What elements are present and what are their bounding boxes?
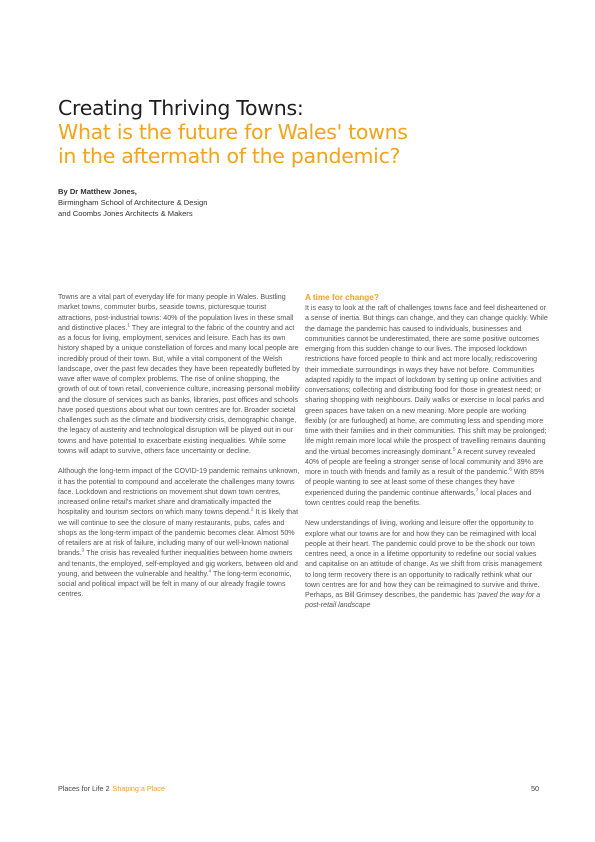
left-paragraph-1: Towns are a vital part of everyday life for many people in Wales. Bustling market towns, commuter burbs, seaside towns, picturesque tourist attractions, post-industrial towns: 40% of the population lives in these small and distinctive places.$^1$ They are integral to the fabric of the country and act as a focus for living, employment, services and leisure. Each has its own history shaped by a unique constellation of forces and many local people are incredibly proud of their town. But, while a vital component of the Welsh landscape, over the past few decades they have been repeatedly buffeted by wave after wave of complex problems. The rise of online shopping, the growth of out of town retail, convenience culture, increasing personal mobility and the closure of services such as banks, libraries, post offices and schools have posed questions about what our town centres are for. Broader societal challenges such as the climate and biodiversity crisis, demographic change, the legacy of austerity and technological disruption will be played out in our towns and have potential to exacerbate existing inequalities. While some towns will adapt to survive, others face uncertainty or decline. [58,293,300,455]
footnote-ref: 2 [250,507,254,513]
left-paragraph-2: Although the long-term impact of the COVID-19 pandemic remains unknown, it has the potential to compound and accelerate the challenges many towns face. Lockdown and restrictions on movement shut down town centres, increased online retail's market share and dramatically impacted the hospitality and tourism sectors on which many towns depend.$^2$ It is likely that we will continue to see the closure of many restaurants, pubs, cafes and shops as the long-term impact of the pandemic becomes clear. Almost 50% of retailers are at risk of failure, including many of our well-known national brands.$^3$ The crisis has revealed further inequalities between home owners and tenants, the employed, self-employed and gig workers, between old and young, and between the vulnerable and healthy.$^4$ The long-term economic, social and political impact will be felt in many of our already fragile towns centres. [58,467,300,599]
title-line-2: What is the future for Wales' towns [58,120,408,144]
byline [58,186,378,219]
title-line-1: Creating Thriving Towns: [58,96,304,120]
publication-name: Places for Life 2 [58,784,110,793]
right-column [305,292,548,621]
right-paragraph-1: It is easy to look at the raft of challenges towns face and feel disheartened or a sense of inertia. But things can change, and they can change quickly. While the damage the pandemic has caused to individuals, businesses and communities cannot be underestimated, there are some positive outcomes emerging from this sudden change to our lives. The imposed lockdown restrictions have forced people to think and act more locally, rediscovering their immediate surroundings in ways they have not before. Communities adapted rapidly to the impact of lockdown by setting up online activities and conversations; collecting and distributing food for those in greatest need; or sharing shopping with neighbours. Daily walks or exercise in local parks and green spaces have taken on a new meaning. More people are working flexibly (or are furloughed) at home, are commuting less and spending more time with their families and in their communities. This shift may be prolonged; life might remain more local while the prospect of travelling remains daunting and the virtual becomes increasingly dominant.$^5$ A recent survey revealed 40% of people are feeling a stronger sense of local community and 39% are more in touch with friends and family as a result of the pandemic.$^6$ With 85% of people wanting to see at least some of these changes they have experienced during the pandemic continue afterwards,$^7$ local places and town centres could reap the benefits. [305,304,548,507]
section-name: Shaping a Place [112,784,165,793]
footnote-ref: 6 [509,467,512,473]
footnote-ref: 1 [127,323,131,329]
article-title [58,96,538,168]
footnote-ref: 3 [81,548,85,554]
right-paragraph-2: New understandings of living, working and leisure offer the opportunity to explore what our towns are for and how they can be reimagined with local people at their heart. The pandemic could prove to be the shock our town centres need, a once in a lifetime opportunity to redefine our social values and capitalise on an attitude of change. As we shift from crisis management to long term recovery there is an opportunity to radically rethink what our town centres are for and how they can be reimagined to survive and thrive. Perhaps, as Bill Grimsey describes, the pandemic has 'paved the way for a post-retail landscape [305,519,542,610]
title-line-3: in the aftermath of the pandemic? [58,144,401,168]
left-column [58,292,301,610]
section-heading: A time for change? [305,293,379,302]
page-footer [58,784,539,793]
footnote-ref: 7 [475,488,479,494]
page-number: 50 [531,784,539,793]
author-affiliation-2: and Coombs Jones Architects & Makers [58,209,193,218]
pull-quote: 'paved the way for a post-retail landscape [305,591,541,610]
footnote-ref: 5 [452,447,456,453]
author-name: By Dr Matthew Jones, [58,187,137,196]
footnote-ref: 4 [208,569,212,575]
author-affiliation-1: Birmingham School of Architecture & Design [58,198,208,207]
